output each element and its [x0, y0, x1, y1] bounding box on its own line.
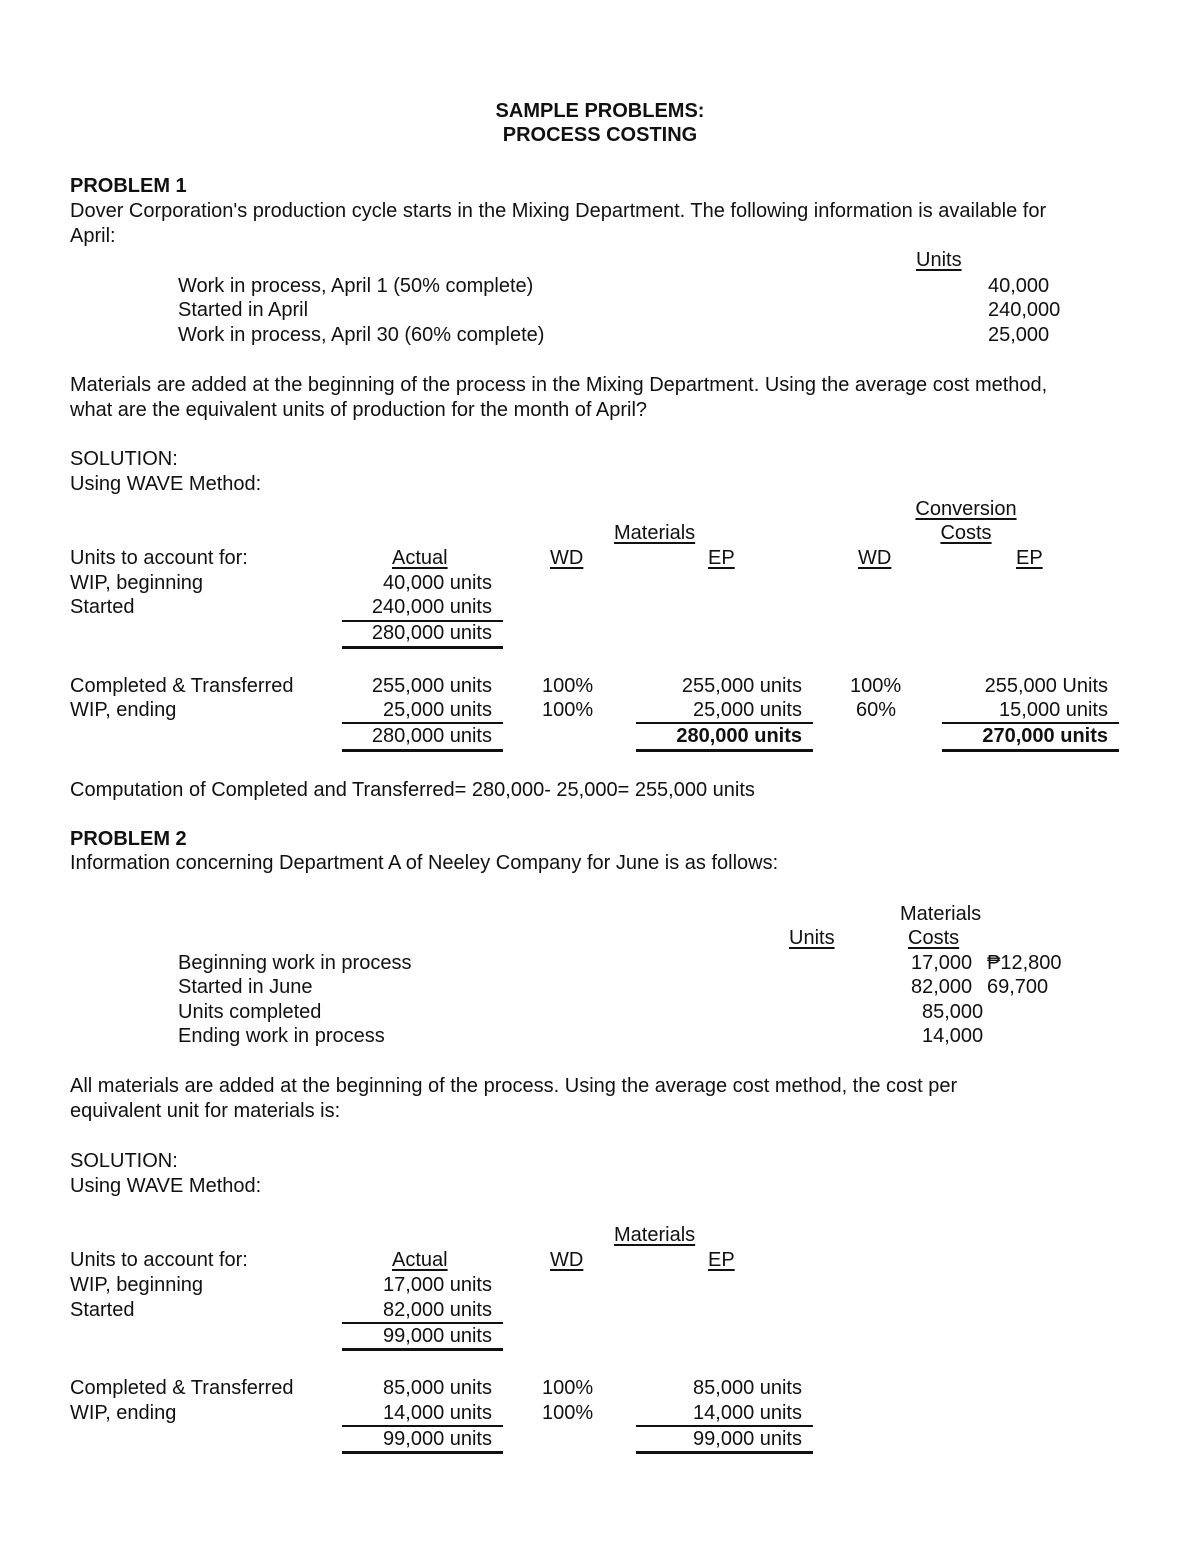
materials-header: Materials: [614, 522, 696, 544]
problem-2-row-cost: 69,700: [987, 976, 1049, 998]
total-to-account-for: 99,000 units: [383, 1325, 492, 1347]
ep-column-header: EP: [708, 547, 735, 569]
total-line: [342, 749, 503, 752]
started-label: Started: [70, 1299, 135, 1321]
problem-2-row-units: 14,000: [922, 1025, 984, 1047]
completed-transferred-actual: 255,000 units: [371, 675, 492, 697]
problem-1-row-value: 25,000: [988, 324, 1050, 346]
conversion-costs-header: Costs: [940, 522, 992, 544]
wd-column-header: WD: [550, 547, 584, 569]
problem-2-row-units: 82,000: [911, 976, 973, 998]
problem-1-method-label: Using WAVE Method:: [70, 473, 262, 495]
wip-beginning-actual: 17,000 units: [383, 1274, 492, 1296]
completed-transferred-ep: 85,000 units: [693, 1377, 802, 1399]
completed-transferred-label: Completed & Transferred: [70, 675, 294, 697]
wd-column-header: WD: [550, 1249, 584, 1271]
problem-2-question-line-2: equivalent unit for materials is:: [70, 1100, 341, 1122]
problem-1-intro-line-2: April:: [70, 225, 116, 247]
problem-2-row-label: Beginning work in process: [178, 952, 412, 974]
problem-1-row-label: Started in April: [178, 299, 309, 321]
page-title-line-2: PROCESS COSTING: [502, 124, 698, 146]
wip-ending-wd-conversion: 60%: [856, 699, 897, 721]
completed-transferred-wd: 100%: [542, 675, 594, 697]
conversion-header: Conversion: [915, 498, 1017, 520]
problem-2-solution-label: SOLUTION:: [70, 1150, 178, 1172]
problem-2-row-label: Ending work in process: [178, 1025, 385, 1047]
problem-2-materials-sol-header: Materials: [614, 1224, 696, 1246]
total-line: [636, 749, 813, 752]
total-line: [342, 1348, 503, 1351]
problem-1-row-label: Work in process, April 30 (60% complete): [178, 324, 545, 346]
wip-beginning-label: WIP, beginning: [70, 1274, 204, 1296]
problem-2-heading: PROBLEM 2: [70, 828, 187, 850]
page-title-line-1: SAMPLE PROBLEMS:: [495, 100, 705, 122]
problem-1-question-line-1: Materials are added at the beginning of the process in the Mixing Department. Using the average cost method,: [70, 374, 1048, 396]
problem-2-row-label: Units completed: [178, 1001, 322, 1023]
total-line: [342, 646, 503, 649]
problem-2-row-label: Started in June: [178, 976, 313, 998]
problem-2-materials-header: Materials: [900, 903, 982, 925]
wd-column-header: WD: [858, 547, 892, 569]
wip-ending-label: WIP, ending: [70, 699, 177, 721]
computation-note: Computation of Completed and Transferred= 280,000- 25,000= 255,000 units: [70, 779, 755, 801]
total-line: [636, 1451, 813, 1454]
wip-beginning-label: WIP, beginning: [70, 572, 204, 594]
problem-2-row-units: 85,000: [922, 1001, 984, 1023]
problem-1-solution-label: SOLUTION:: [70, 448, 178, 470]
total-ep-materials: 280,000 units: [676, 725, 802, 747]
problem-2-intro: Information concerning Department A of Neeley Company for June is as follows:: [70, 852, 779, 874]
problem-1-heading: PROBLEM 1: [70, 175, 187, 197]
units-to-account-label: Units to account for:: [70, 1249, 248, 1271]
problem-1-question-line-2: what are the equivalent units of production for the month of April?: [70, 399, 648, 421]
ep-column-header: EP: [1016, 547, 1043, 569]
problem-2-method-label: Using WAVE Method:: [70, 1175, 262, 1197]
started-label: Started: [70, 596, 135, 618]
wip-ending-wd: 100%: [542, 1402, 594, 1424]
started-actual: 240,000 units: [371, 596, 492, 618]
problem-2-row-units: 17,000: [911, 952, 973, 974]
completed-transferred-ep: 255,000 units: [681, 675, 802, 697]
problem-1-row-label: Work in process, April 1 (50% complete): [178, 275, 534, 297]
wip-ending-wd: 100%: [542, 699, 594, 721]
problem-1-intro-line-1: Dover Corporation's production cycle starts in the Mixing Department. The following information is available for: [70, 200, 1047, 222]
problem-2-question-line-1: All materials are added at the beginning of the process. Using the average cost method, the cost per: [70, 1075, 958, 1097]
total-line: [342, 1451, 503, 1454]
wip-ending-ep-conversion: 15,000 units: [999, 699, 1108, 721]
wip-ending-actual: 25,000 units: [383, 699, 492, 721]
started-actual: 82,000 units: [383, 1299, 492, 1321]
actual-column-header: Actual: [392, 547, 448, 569]
total-to-account-for: 280,000 units: [371, 622, 492, 644]
total-ep-conversion: 270,000 units: [982, 725, 1108, 747]
problem-2-units-header: Units: [789, 927, 835, 949]
ep-column-header: EP: [708, 1249, 735, 1271]
wip-beginning-actual: 40,000 units: [383, 572, 492, 594]
units-to-account-label: Units to account for:: [70, 547, 248, 569]
completed-transferred-ep-conversion: 255,000 Units: [984, 675, 1108, 697]
wip-ending-label: WIP, ending: [70, 1402, 177, 1424]
problem-2-costs-header: Costs: [908, 927, 960, 949]
problem-1-row-value: 240,000: [988, 299, 1061, 321]
wip-ending-actual: 14,000 units: [383, 1402, 492, 1424]
completed-transferred-label: Completed & Transferred: [70, 1377, 294, 1399]
completed-transferred-wd: 100%: [542, 1377, 594, 1399]
total-actual: 99,000 units: [383, 1428, 492, 1450]
problem-1-row-value: 40,000: [988, 275, 1050, 297]
total-actual: 280,000 units: [371, 725, 492, 747]
problem-1-units-header: Units: [916, 249, 962, 271]
total-ep-materials: 99,000 units: [693, 1428, 802, 1450]
total-line: [942, 749, 1119, 752]
wip-ending-ep: 25,000 units: [693, 699, 802, 721]
problem-2-row-cost: ₱12,800: [987, 952, 1062, 974]
completed-transferred-wd-conversion: 100%: [850, 675, 902, 697]
completed-transferred-actual: 85,000 units: [383, 1377, 492, 1399]
actual-column-header: Actual: [392, 1249, 448, 1271]
wip-ending-ep: 14,000 units: [693, 1402, 802, 1424]
